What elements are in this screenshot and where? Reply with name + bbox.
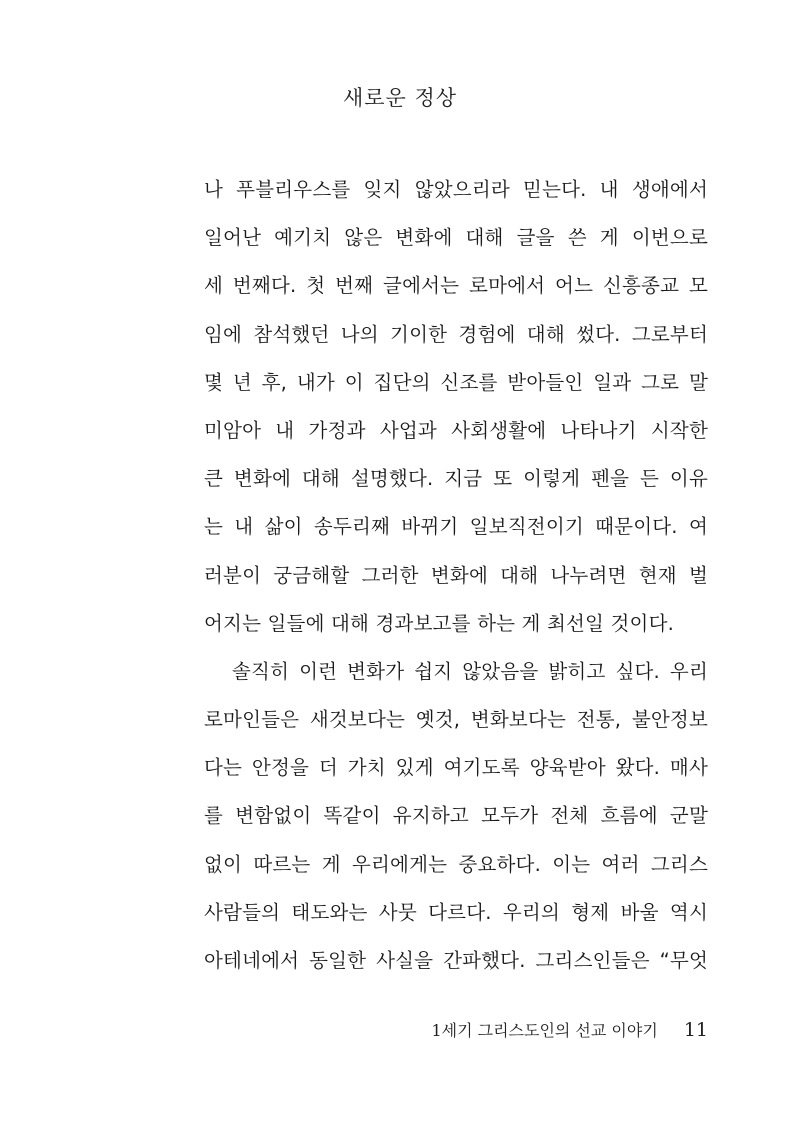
text-line: 없이 따르는 게 우리에게는 중요하다. 이는 여러 그리스 xyxy=(204,852,708,876)
text-line: 는 내 삶이 송두리째 바뀌기 일보직전이기 때문이다. 여 xyxy=(204,515,708,539)
text-line: 일어난 예기치 않은 변화에 대해 글을 쓴 게 이번으로 xyxy=(204,226,708,250)
text-line: 임에 참석했던 나의 기이한 경험에 대해 썼다. 그로부터 xyxy=(204,322,708,346)
text-line: 나 푸블리우스를 잊지 않았으리라 믿는다. 내 생애에서 xyxy=(204,178,708,201)
page-footer xyxy=(431,1018,708,1041)
text-line: 솔직히 이런 변화가 쉽지 않았음을 밝히고 싶다. 우리 xyxy=(232,659,708,683)
text-line: 아테네에서 동일한 사실을 간파했다. 그리스인들은 “무엇 xyxy=(204,949,708,972)
text-line: 다는 안정을 더 가치 있게 여기도록 양육받아 왔다. 매사 xyxy=(204,756,708,780)
text-line: 로마인들은 새것보다는 옛것, 변화보다는 전통, 불안정보 xyxy=(204,708,708,732)
text-line: 를 변함없이 똑같이 유지하고 모두가 전체 흐름에 군말 xyxy=(204,804,708,828)
footer-book-title: 1세기 그리스도인의 선교 이야기 xyxy=(431,1021,658,1040)
text-line: 미암아 내 가정과 사업과 사회생활에 나타나기 시작한 xyxy=(204,418,708,442)
text-line: 어지는 일들에 대해 경과보고를 하는 게 최선일 것이다. xyxy=(204,611,675,635)
text-line: 사람들의 태도와는 사뭇 다르다. 우리의 형제 바울 역시 xyxy=(204,900,708,924)
page-number: 11 xyxy=(683,1019,708,1041)
running-head: 새로운 정상 xyxy=(342,86,458,110)
text-line: 몇 년 후, 내가 이 집단의 신조를 받아들인 일과 그로 말 xyxy=(204,370,708,394)
body-text xyxy=(204,166,708,985)
text-line: 큰 변화에 대해 설명했다. 지금 또 이렇게 펜을 든 이유 xyxy=(204,467,708,491)
text-line: 러분이 궁금해할 그러한 변화에 대해 나누려면 현재 벌 xyxy=(204,563,708,587)
text-line: 세 번째다. 첫 번째 글에서는 로마에서 어느 신흥종교 모 xyxy=(204,274,708,298)
